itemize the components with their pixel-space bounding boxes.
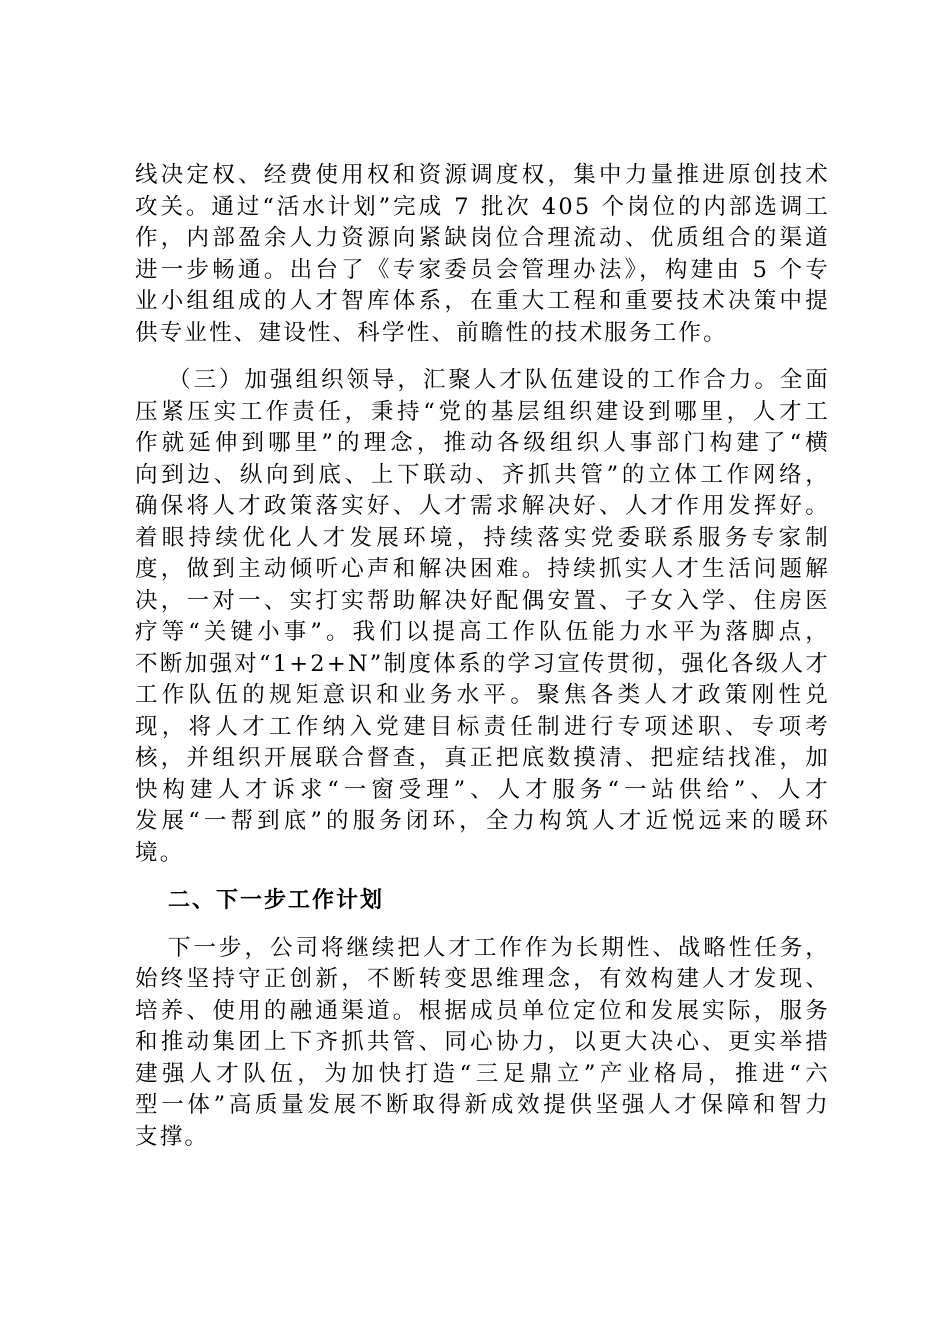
paragraph-line: 发展“一帮到底”的服务闭环，全力构筑人才近悦远来的暖环 (135, 808, 830, 834)
paragraph-line: 始终坚持守正创新，不断转变思维理念，有效构建人才发现、 (135, 966, 830, 992)
paragraph-line: （三）加强组织领导，汇聚人才队伍建设的工作合力。全面 (168, 367, 830, 393)
paragraph-line: 确保将人才政策落实好、人才需求解决好、人才作用发挥好。 (135, 493, 830, 519)
paragraph-line: 和推动集团上下齐抓共管、同心协力，以更大决心、更实举措 (135, 1029, 830, 1055)
paragraph-talent-mechanism (135, 160, 830, 349)
paragraph-line: 度，做到主动倾听心声和解决困难。持续抓实人才生活问题解 (135, 556, 830, 582)
paragraph-line: 境。 (135, 839, 185, 866)
paragraph-line: 工作队伍的规矩意识和业务水平。聚焦各类人才政策刚性兑 (135, 682, 830, 708)
paragraph-next-step-plan (135, 933, 830, 1154)
section-heading-next-steps: 二、下一步工作计划 (168, 888, 385, 913)
paragraph-line: 下一步，公司将继续把人才工作作为长期性、战略性任务， (168, 934, 830, 961)
paragraph-organization-leadership (135, 365, 830, 869)
paragraph-line: 业小组组成的人才智库体系，在重大工程和重要技术决策中提 (135, 288, 830, 314)
paragraph-line: 供专业性、建设性、科学性、前瞻性的技术服务工作。 (135, 319, 728, 346)
paragraph-line: 进一步畅通。出台了《专家委员会管理办法》，构建由 5 个专 (135, 256, 830, 283)
paragraph-line: 疗等“关键小事”。我们以提高工作队伍能力水平为落脚点， (135, 619, 830, 645)
paragraph-line: 支撑。 (135, 1123, 210, 1150)
paragraph-line: 向到边、纵向到底、上下联动、齐抓共管”的立体工作网络， (135, 461, 830, 488)
paragraph-line: 现，将人才工作纳入党建目标责任制进行专项述职、专项考 (135, 713, 830, 740)
paragraph-line: 核，并组织开展联合督查，真正把底数摸清、把症结找准，加 (135, 745, 830, 771)
paragraph-line: 决，一对一、实打实帮助解决好配偶安置、子女入学、住房医 (135, 587, 830, 614)
paragraph-line: 作，内部盈余人力资源向紧缺岗位合理流动、优质组合的渠道 (135, 225, 830, 251)
paragraph-line: 作就延伸到哪里”的理念，推动各级组织人事部门构建了“横 (135, 430, 830, 456)
document-body (135, 160, 830, 1169)
paragraph-line: 培养、使用的融通渠道。根据成员单位定位和发展实际，服务 (135, 997, 830, 1024)
paragraph-line: 型一体”高质量发展不断取得新成效提供坚强人才保障和智力 (135, 1092, 830, 1118)
paragraph-line: 线决定权、经费使用权和资源调度权，集中力量推进原创技术 (135, 162, 830, 188)
paragraph-line: 建强人才队伍，为加快打造“三足鼎立”产业格局，推进“六 (135, 1060, 830, 1087)
paragraph-line: 攻关。通过“活水计划”完成 7 批次 405 个岗位的内部选调工 (135, 193, 830, 220)
paragraph-line: 着眼持续优化人才发展环境，持续落实党委联系服务专家制 (135, 524, 830, 551)
paragraph-line: 压紧压实工作责任，秉持“党的基层组织建设到哪里，人才工 (135, 398, 830, 425)
paragraph-line: 不断加强对“1+2+N”制度体系的学习宣传贯彻，强化各级人才 (135, 650, 830, 677)
paragraph-line: 快构建人才诉求“一窗受理”、人才服务“一站供给”、人才 (135, 776, 830, 803)
